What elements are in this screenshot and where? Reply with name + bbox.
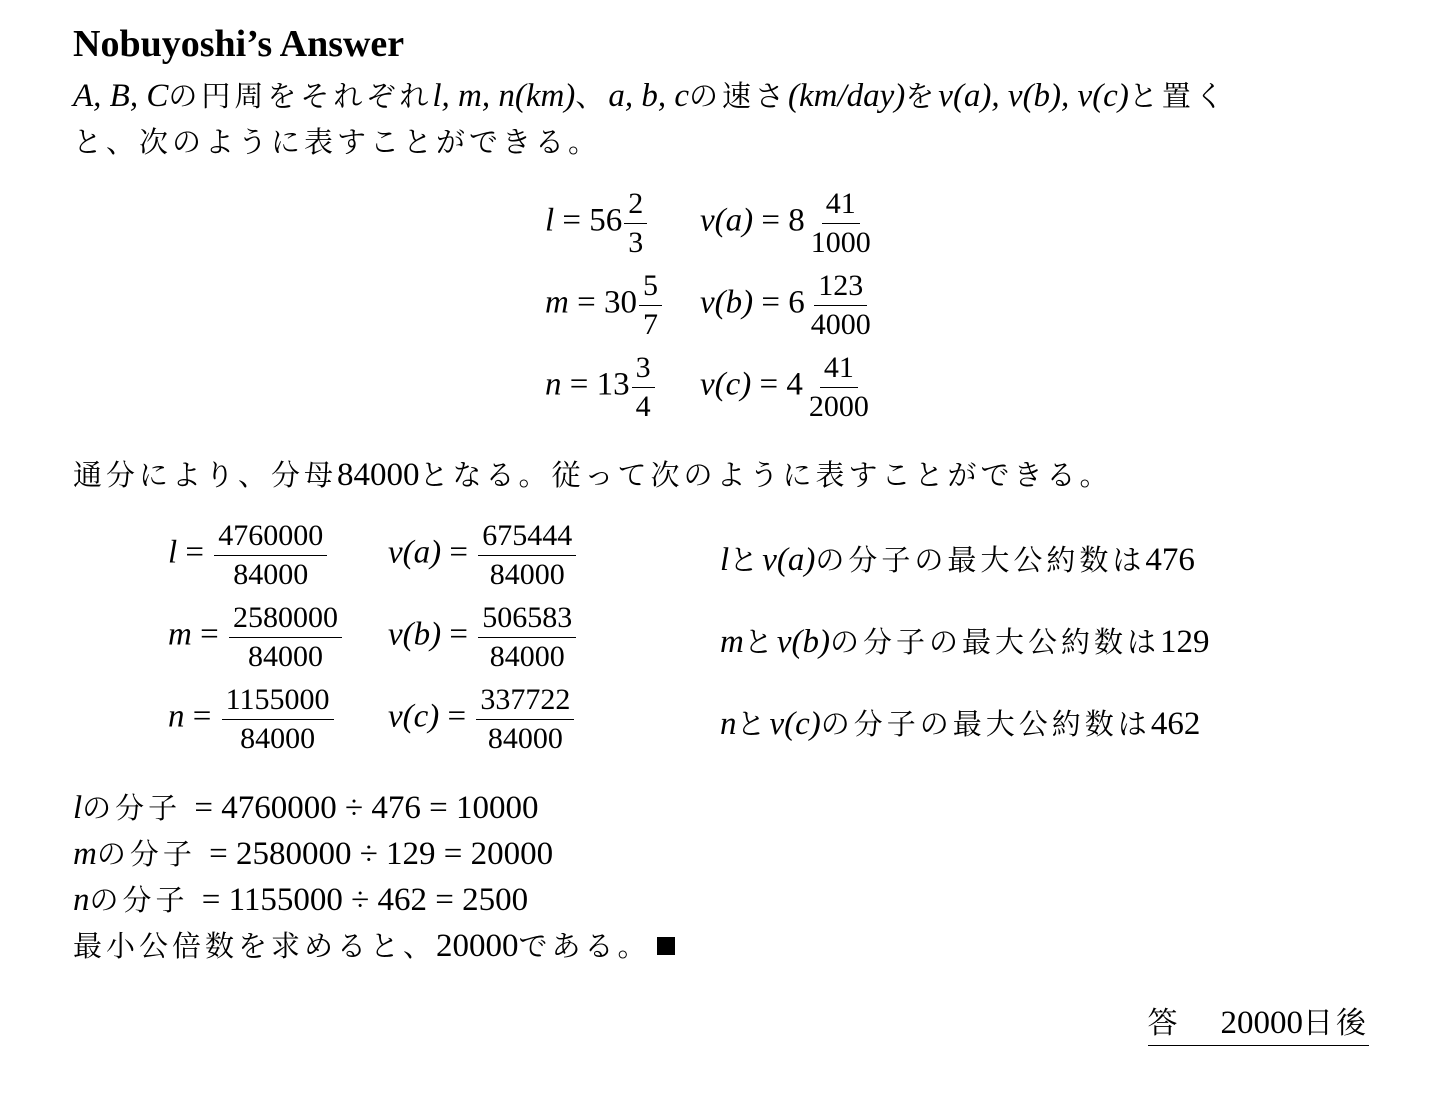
gcd-row-m [720,620,1210,661]
denominator: 84000 [487,721,563,755]
intro-text-3: の速さ [688,79,788,113]
conclusion-text-2: である。 [518,929,651,963]
division-var: l [73,790,83,826]
denominator: 7 [642,307,658,341]
fraction-row-n: n = $\frac{1155000}{84000}$ [168,684,336,754]
mixed-row-m: m = 30 $\frac{5}{7}$ [545,270,664,340]
intro-text-1: の円周をそれぞれ [168,79,433,113]
division-label: の分子 [89,883,189,917]
conclusion-value: 20000 [436,928,519,964]
speed-lhs: v(c) [388,698,440,735]
fraction [639,270,662,340]
fraction [229,602,342,672]
fraction-speed-row-c: v(c) = $\frac{337722}{84000}$ [388,684,576,754]
conclusion-line [73,924,675,965]
answer-suffix: 日後 [1303,1006,1369,1041]
denominator: 1000 [810,225,871,259]
gcd-v: v(b) [776,624,830,660]
gcd-var: m [720,624,744,660]
numerator: 2580000 [229,602,342,638]
numerator: 123 [814,270,867,306]
lhs-var: m [168,616,192,653]
gcd-row-n [720,702,1200,743]
lhs-var: l [168,534,178,571]
denominator: 4 [635,389,651,423]
fraction-row-m: m = $\frac{2580000}{84000}$ [168,602,344,672]
gcd-var: l [720,542,730,578]
speed-whole: 8 [788,202,805,239]
conclusion-text-1: 最小公倍数を求めると、 [73,929,437,963]
numerator: 3 [632,352,655,388]
fraction [632,352,655,422]
numerator: 675444 [478,520,576,556]
unit-speed: (km/day) [788,78,906,114]
final-answer [1148,998,1370,1046]
page-title: Nobuyoshi’s Answer [73,23,405,65]
division-row-n [73,878,528,919]
speed-fraction [476,684,574,754]
whole: 13 [596,366,630,403]
fraction [624,188,647,258]
answer-label: 答 [1147,1006,1181,1041]
division-row-l [73,786,539,827]
gcd-v: v(c) [769,706,821,742]
intro-line-2: と、次のように表すことができる。 [73,125,602,159]
speed-lhs: v(a) [388,534,442,571]
division-label: の分子 [82,791,182,825]
answer-value: 20000 [1220,1005,1303,1041]
var-lmn: l, m, n [432,78,515,114]
division-var: m [73,836,97,872]
fraction-speed-row-a: v(a) = $\frac{675444}{84000}$ [388,520,578,590]
mixed-speed-row-c: v(c) = 4 $\frac{41}{2000}$ [700,352,875,422]
fraction [214,520,327,590]
denominator: 84000 [489,639,565,673]
speed-lhs: v(b) [388,616,442,653]
numerator: 2 [624,188,647,224]
lhs-var: m [545,284,569,321]
gcd-value: 462 [1150,706,1201,742]
gcd-value: 476 [1145,542,1195,578]
mixed-speed-row-b: v(b) = 6 $\frac{123}{4000}$ [700,270,877,340]
numerator: 5 [639,270,662,306]
speed-lhs: v(b) [700,284,754,321]
speed-fraction [478,602,576,672]
unit-km: (km) [514,78,576,114]
gcd-row-l [720,538,1195,579]
denominator: 2000 [808,389,869,423]
speed-whole: 4 [786,366,803,403]
mixed-speed-row-a: v(a) = 8 $\frac{41}{1000}$ [700,188,877,258]
division-expr: = 4760000 ÷ 476 = 10000 [194,790,539,826]
gcd-value: 129 [1160,624,1210,660]
speed-fraction [478,520,576,590]
speed-lhs: v(c) [700,366,752,403]
numerator: 337722 [476,684,574,720]
var-v: v(a), v(b), v(c) [938,78,1129,114]
gcd-v: v(a) [762,542,816,578]
gcd-mid: と [743,625,777,659]
fraction-row-l: l = $\frac{4760000}{84000}$ [168,520,329,590]
gcd-text: の分子の最大公約数は [820,707,1151,741]
var-abc: A, B, C [73,78,169,114]
common-den-value: 84000 [337,457,420,493]
mixed-row-n: n = 13 $\frac{3}{4}$ [545,352,657,422]
denominator: 84000 [247,639,323,673]
denominator: 3 [628,225,644,259]
lhs-var: l [545,202,555,239]
speed-lhs: v(a) [700,202,754,239]
gcd-mid: と [729,543,763,577]
numerator: 506583 [478,602,576,638]
division-expr: = 2580000 ÷ 129 = 20000 [209,836,554,872]
whole: 56 [589,202,623,239]
qed-square-icon [657,937,675,955]
common-den-text-2: となる。従って次のように表すことができる。 [419,458,1113,492]
numerator: 4760000 [214,520,327,556]
denominator: 84000 [489,557,565,591]
gcd-text: の分子の最大公約数は [830,625,1161,659]
fraction [222,684,334,754]
division-expr: = 1155000 ÷ 462 = 2500 [201,882,529,918]
speed-fraction [807,270,875,340]
gcd-mid: と [736,707,770,741]
gcd-text: の分子の最大公約数は [815,543,1146,577]
numerator: 41 [822,188,860,224]
var-speed: a, b, c [608,78,689,114]
speed-fraction [805,352,873,422]
whole: 30 [603,284,637,321]
intro-text-2: 、 [575,79,609,113]
intro-line-1 [73,74,1228,115]
division-var: n [73,882,90,918]
denominator: 4000 [810,307,871,341]
gcd-var: n [720,706,737,742]
speed-fraction [807,188,875,258]
intro-text-5: と置く [1128,79,1228,113]
common-den-text-1: 通分により、分母 [73,458,338,492]
common-denominator-line [73,453,1113,494]
speed-whole: 6 [788,284,805,321]
denominator: 84000 [233,557,309,591]
intro-text-4: を [905,79,939,113]
denominator: 84000 [240,721,316,755]
numerator: 41 [820,352,858,388]
division-label: の分子 [96,837,196,871]
fraction-speed-row-b: v(b) = $\frac{506583}{84000}$ [388,602,578,672]
lhs-var: n [168,698,185,735]
lhs-var: n [545,366,562,403]
division-row-m [73,832,553,873]
numerator: 1155000 [222,684,334,720]
mixed-row-l: l = 56 $\frac{2}{3}$ [545,188,649,258]
